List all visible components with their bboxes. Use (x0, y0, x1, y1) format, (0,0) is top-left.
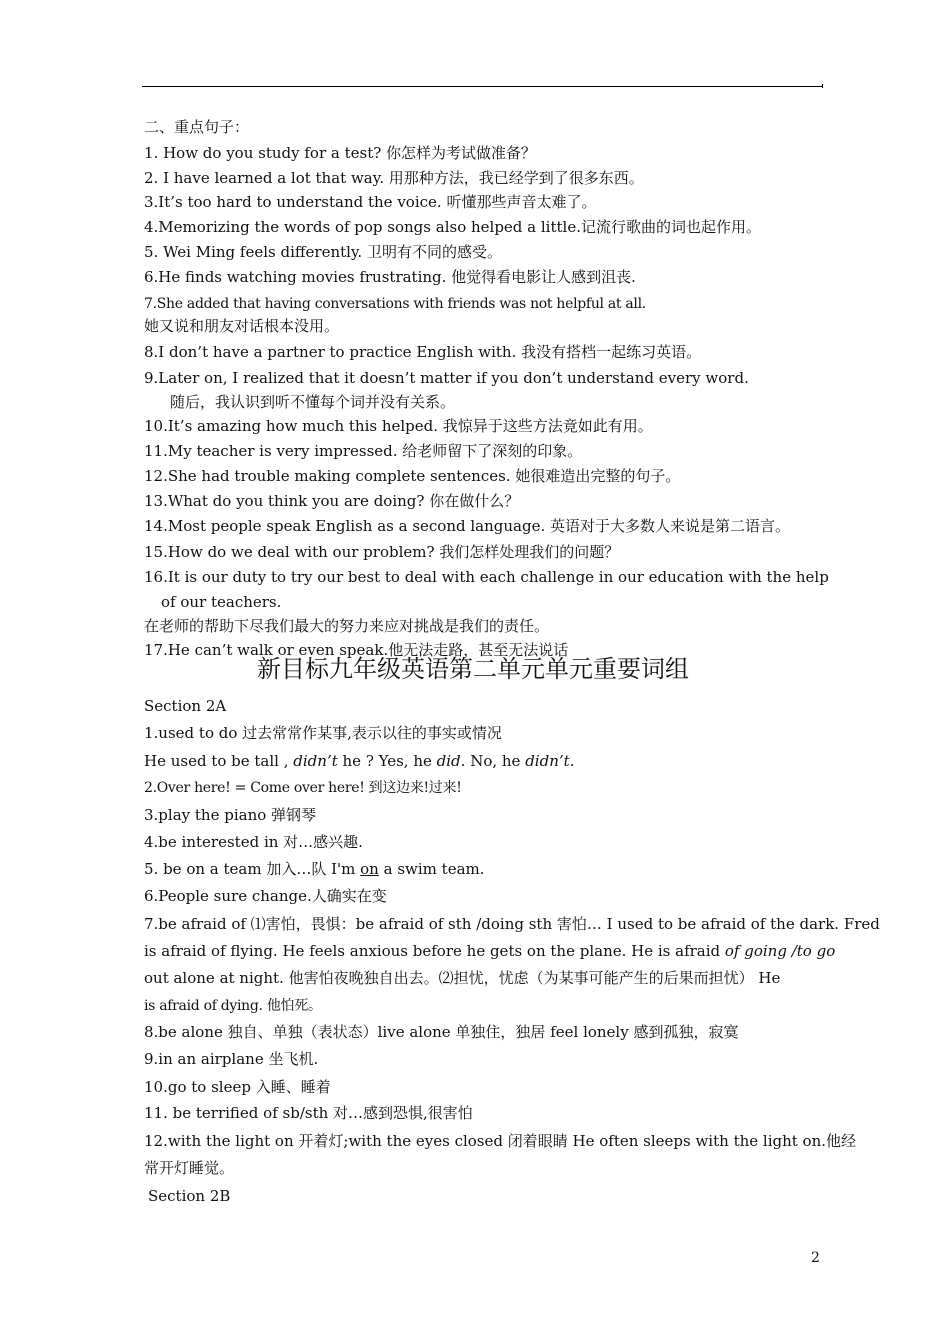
phrase-3: 3.play the piano 弹钢琴 (144, 806, 317, 824)
page-number: 2 (811, 1250, 820, 1266)
sentence-11: 11.My teacher is very impressed. 给老师留下了深刻的印象。 (144, 442, 583, 460)
phrase-7-line-1: 7.be afraid of ⑴害怕，畏惧：be afraid of sth /doing sth 害怕… I used to be afraid of the dark. Fred (144, 915, 880, 933)
phrase-7-line-3: out alone at night. 他害怕夜晚独自出去。⑵担忧，忧虑（为某事可能产生的后果而担忧） He (144, 969, 781, 987)
sentence-16: 16.It is our duty to try our best to deal with each challenge in our education with the help (144, 568, 829, 586)
section-2b-label: Section 2B (148, 1187, 231, 1205)
sentence-2: 2. I have learned a lot that way. 用那种方法，我已经学到了很多东西。 (144, 169, 644, 187)
phrase-7-line-4: is afraid of dying. 他怕死。 (144, 998, 322, 1014)
phrase-9: 9.in an airplane 坐飞机. (144, 1050, 319, 1068)
sentence-7-translation: 她又说和朋友对话根本没用。 (144, 317, 340, 335)
sentence-3: 3.It’s too hard to understand the voice. 听懂那些声音太难了。 (144, 193, 597, 211)
sentence-10: 10.It’s amazing how much this helped. 我惊异于这些方法竟如此有用。 (144, 417, 653, 435)
phrase-12-line-2: 常开灯睡觉。 (144, 1159, 235, 1177)
phrase-7-line-2: is afraid of flying. He feels anxious before he gets on the plane. He is afraid of going /to go (144, 942, 836, 960)
sentence-7: 7.She added that having conversations with friends was not helpful at all. (144, 296, 646, 312)
sentence-4: 4.Memorizing the words of pop songs also helped a little.记流行歌曲的词也起作用。 (144, 218, 761, 236)
sentence-14: 14.Most people speak English as a second language. 英语对于大多数人来说是第二语言。 (144, 517, 790, 535)
sentence-13: 13.What do you think you are doing? 你在做什么？ (144, 492, 520, 510)
sentence-6: 6.He finds watching movies frustrating. 他觉得看电影让人感到沮丧. (144, 268, 636, 286)
sentence-5: 5. Wei Ming feels differently. 卫明有不同的感受。 (144, 243, 502, 261)
unit-title: 新目标九年级英语第二单元单元重要词组 (257, 655, 689, 683)
section-heading: 二、重点句子： (144, 118, 250, 136)
phrase-6: 6.People sure change.人确实在变 (144, 887, 387, 905)
sentence-16-translation: 在老师的帮助下尽我们最大的努力来应对挑战是我们的责任。 (144, 617, 550, 635)
header-rule (142, 86, 823, 87)
phrase-4: 4.be interested in 对…感兴趣. (144, 833, 363, 851)
section-2a-label: Section 2A (144, 697, 227, 715)
sentence-1: 1. How do you study for a test? 你怎样为考试做准备？ (144, 144, 537, 162)
sentence-16-cont: of our teachers. (161, 593, 282, 611)
phrase-8: 8.be alone 独自、单独（表状态）live alone 单独住，独居 feel lonely 感到孤独，寂寞 (144, 1023, 739, 1041)
phrase-11: 11. be terrified of sb/sth 对…感到恐惧,很害怕 (144, 1104, 473, 1122)
phrase-12-line-1: 12.with the light on 开着灯;with the eyes closed 闭着眼睛 He often sleeps with the light on.他经 (144, 1132, 857, 1150)
phrase-5: 5. be on a team 加入…队 I'm on a swim team. (144, 860, 485, 878)
sentence-9: 9.Later on, I realized that it doesn’t matter if you don’t understand every word. (144, 369, 749, 387)
phrase-1: 1.used to do 过去常常作某事,表示以往的事实或情况 (144, 724, 502, 742)
sentence-9-translation: 随后，我认识到听不懂每个词并没有关系。 (170, 393, 456, 411)
sentence-17: 17.He can’t walk or even speak.他无法走路，甚至无法说话 (144, 641, 569, 659)
sentence-12: 12.She had trouble making complete sentences. 她很难造出完整的句子。 (144, 467, 681, 485)
phrase-10: 10.go to sleep 入睡、睡着 (144, 1078, 331, 1096)
header-rule-tick (822, 84, 823, 88)
sentence-15: 15.How do we deal with our problem? 我们怎样处理我们的问题？ (144, 543, 620, 561)
phrase-1-example: He used to be tall , didn’t he ? Yes, he did. No, he didn’t. (144, 752, 575, 770)
sentence-8: 8.I don’t have a partner to practice English with. 我没有搭档一起练习英语。 (144, 343, 702, 361)
phrase-2: 2.Over here! = Come over here! 到这边来!过来! (144, 780, 462, 796)
